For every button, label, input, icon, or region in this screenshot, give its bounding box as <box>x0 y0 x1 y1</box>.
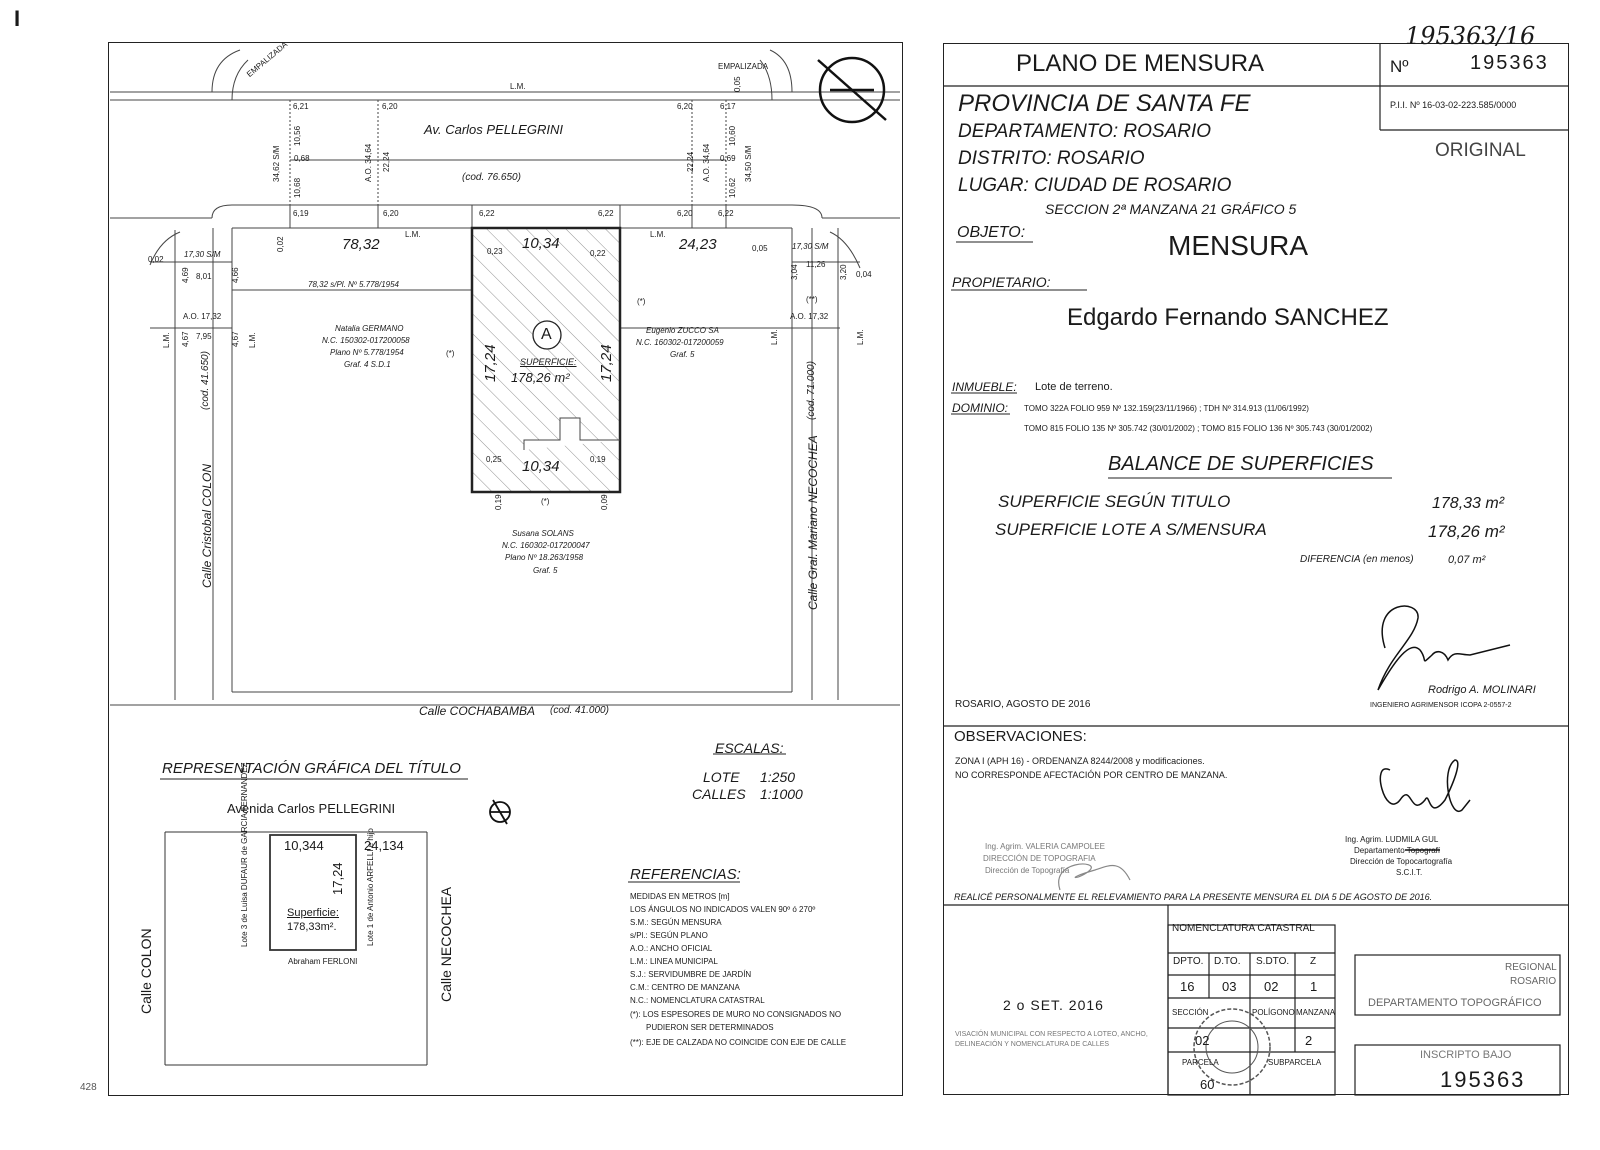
label-sm-left-top: 34,62 S/M <box>272 145 281 182</box>
balance-heading: BALANCE DE SUPERFICIES <box>1108 453 1374 475</box>
provincia: PROVINCIA DE SANTA FE <box>958 90 1251 117</box>
label-lm-mid-right: L.M. <box>650 230 666 239</box>
title-rep-d-side: 17,24 <box>330 862 345 895</box>
nc-header-seccion: SECCIÓN <box>1172 1008 1209 1017</box>
title-rep-heading: REPRESENTACIÓN GRÁFICA DEL TÍTULO <box>162 760 461 777</box>
title-rep-neighbor-bottom: Abraham FERLONI <box>288 957 358 966</box>
dim: 4,67 <box>231 331 240 347</box>
dim: 0,05 <box>752 244 768 253</box>
stamp-right-2: Departamento Topografí <box>1354 846 1441 855</box>
label-empalizada-left: EMPALIZADA <box>245 39 290 79</box>
title-rep-d-left: 10,344 <box>284 838 324 853</box>
nc-header-dpto: DPTO. <box>1173 956 1204 967</box>
dim: 22,24 <box>382 151 391 172</box>
label-ao-right-top: A.O. 34,64 <box>702 143 711 182</box>
regional-stamp-1: REGIONAL <box>1505 962 1557 973</box>
dominio-line2: TOMO 815 FOLIO 135 Nº 305.742 (30/01/2002) ; TOMO 815 FOLIO 136 Nº 305.743 (30/01/2002) <box>1024 424 1373 433</box>
dim: 0,02 <box>276 236 285 252</box>
nc-header-manzana: MANZANA <box>1296 1008 1336 1017</box>
ref-item: PUDIERON SER DETERMINADOS <box>646 1023 774 1032</box>
scales-calles-label: CALLES <box>692 786 746 802</box>
date-stamp: 2 o SET. 2016 <box>1003 997 1104 1013</box>
objeto-value: MENSURA <box>1168 230 1309 261</box>
dim: 6,22 <box>598 209 614 218</box>
scales-heading: ESCALAS: <box>715 740 784 756</box>
propietario-label: PROPIETARIO: <box>952 274 1051 290</box>
sup-mensura-label: SUPERFICIE LOTE A S/MENSURA <box>995 520 1267 539</box>
referencias-heading: REFERENCIAS: <box>630 866 741 883</box>
label-lm-top: L.M. <box>510 82 526 91</box>
objeto-label: OBJETO: <box>957 224 1026 241</box>
stamp-right-4: S.C.I.T. <box>1396 868 1423 877</box>
dim: 10,62 <box>728 177 737 198</box>
dim: 10,68 <box>293 177 302 198</box>
street-right-label: Calle Gral. Mariano NECOCHEA <box>806 435 820 610</box>
title-rep-street-left: Calle COLON <box>138 928 154 1014</box>
dim: 7,95 <box>196 332 212 341</box>
dominio-label: DOMINIO: <box>952 401 1008 415</box>
sup-mensura-value: 178,26 m² <box>1428 522 1505 541</box>
label-sm-right-side: 17,30 S/M <box>792 242 829 251</box>
street-right-cod: (cod. 71.000) <box>806 361 817 420</box>
seccion: SECCION 2ª MANZANA 21 GRÁFICO 5 <box>1045 201 1297 217</box>
dim: 0,69 <box>720 154 736 163</box>
dim: 3,04 <box>790 264 799 280</box>
ref-item: S.J.: SERVIDUMBRE DE JARDÍN <box>630 970 752 979</box>
label-sm-left-side: 17,30 S/M <box>184 250 221 259</box>
lot-sup-label: SUPERFICIE: <box>520 357 577 367</box>
title-rep-sup-label: Superficie: <box>287 907 339 919</box>
stamp-right-1: Ing. Agrim. LUDMILA GUL <box>1345 835 1439 844</box>
dim-lot-front: 10,34 <box>522 235 560 252</box>
dim: 6,20 <box>677 102 693 111</box>
relevamiento: REALICÉ PERSONALMENTE EL RELEVAMIENTO PARA LA PRESENTE MENSURA EL DIA 5 DE AGOSTO DE 2016. <box>954 892 1433 902</box>
nc-header-dto: D.TO. <box>1214 956 1241 967</box>
dim: 0,23 <box>487 247 503 256</box>
dim-plano-ref: 78,32 s/Pl. Nº 5.778/1954 <box>308 280 399 289</box>
label-double-asterisk: (**) <box>806 295 818 304</box>
page-number: 428 <box>80 1082 97 1093</box>
label-lm-left-v2: L.M. <box>248 332 257 348</box>
page-mark: I <box>14 6 21 31</box>
dim: 4,69 <box>181 267 190 283</box>
title-rep-sup-value: 178,33m². <box>287 921 337 933</box>
plan-no-label: Nº <box>1390 57 1409 76</box>
label-ao-left-side: A.O. 17,32 <box>183 312 222 321</box>
nc-value-dpto: 16 <box>1180 979 1195 994</box>
plan-no-value: 195363 <box>1470 52 1549 74</box>
neighbor-left-plano: Plano Nº 5.778/1954 <box>330 348 404 357</box>
neighbor-left-nc: N.C. 150302-017200058 <box>322 336 410 345</box>
nc-header-z: Z <box>1310 956 1317 967</box>
signer-title: INGENIERO AGRIMENSOR ICOPA 2-0557-2 <box>1370 702 1512 709</box>
ref-item: LOS ÁNGULOS NO INDICADOS VALEN 90º ó 270º <box>630 905 816 914</box>
label-sm-right-top: 34,50 S/M <box>744 145 753 182</box>
title-rep-neighbor-right: Lote 1 de Antonio ARFELLI e hijo <box>366 828 375 946</box>
nc-header-sdto: S.DTO. <box>1256 956 1290 967</box>
label-ao-left-top: A.O. 34,64 <box>364 143 373 182</box>
dim: 0,05 <box>733 76 742 92</box>
dim: 0,22 <box>590 249 606 258</box>
distrito: DISTRITO: ROSARIO <box>958 148 1145 169</box>
label-asterisk-right: (*) <box>637 297 646 306</box>
ref-item: L.M.: LINEA MUNICIPAL <box>630 957 718 966</box>
obs-line2: NO CORRESPONDE AFECTACIÓN POR CENTRO DE MANZANA. <box>955 770 1228 780</box>
nc-header-subparcela: SUBPARCELA <box>1268 1058 1322 1067</box>
stamp-left-2: DIRECCIÓN DE TOPOGRAFIA <box>983 854 1096 863</box>
neighbor-bottom-graf: Graf. 5 <box>533 566 558 575</box>
street-top-label: Av. Carlos PELLEGRINI <box>424 122 563 137</box>
dim: 6,19 <box>293 209 309 218</box>
scales-lote-label: LOTE <box>703 769 740 785</box>
neighbor-right-name: Eugenio ZUCCO SA <box>646 326 719 335</box>
propietario-value: Edgardo Fernando SANCHEZ <box>1067 304 1389 331</box>
label-lm-right-v2: L.M. <box>856 329 865 345</box>
dim: 3,20 <box>839 264 848 280</box>
dim: 6,22 <box>718 209 734 218</box>
title-rep-street-top: Avenida Carlos PELLEGRINI <box>227 801 396 816</box>
neighbor-bottom-plano: Plano Nº 18.263/1958 <box>505 553 584 562</box>
ref-item: N.C.: NOMENCLATURA CATASTRAL <box>630 996 765 1005</box>
street-top-cod: (cod. 76.650) <box>462 172 521 183</box>
neighbor-right-graf: Graf. 5 <box>670 350 695 359</box>
title-rep-street-right: Calle NECOCHEA <box>438 886 454 1002</box>
handwritten-number: 195363/16 <box>1405 22 1536 50</box>
dim: 4,66 <box>231 267 240 283</box>
dim-lot-side-left: 17,24 <box>482 344 499 382</box>
label-asterisk-bottom: (*) <box>541 497 550 506</box>
nc-header-poligono: POLÍGONO <box>1252 1008 1295 1017</box>
nc-value-seccion: 02 <box>1195 1033 1210 1048</box>
label-empalizada-right: EMPALIZADA <box>718 62 769 71</box>
dim: 6,20 <box>382 102 398 111</box>
dim-front-left: 78,32 <box>342 236 380 253</box>
label-lm-right-v: L.M. <box>770 329 779 345</box>
stamp-left-1: Ing. Agrim. VALERIA CAMPOLEE <box>985 842 1105 851</box>
nc-value-z: 1 <box>1310 979 1318 994</box>
dim: 6,20 <box>383 209 399 218</box>
dim: 4,67 <box>181 331 190 347</box>
label-lm-mid-left: L.M. <box>405 230 421 239</box>
street-left-label: Calle Cristobal COLON <box>200 463 214 588</box>
nc-header-parcela: PARCELA <box>1182 1058 1219 1067</box>
title-rep-neighbor-left: Lote 3 de Luisa DUFAUR de GARCIA FERNANDEZ <box>240 762 249 947</box>
nc-value-parcela: 60 <box>1200 1077 1215 1092</box>
street-bottom-cod: (cod. 41.000) <box>550 705 609 716</box>
nc-value-sdto: 02 <box>1264 979 1279 994</box>
dim: 0,68 <box>294 154 310 163</box>
neighbor-left-name: Natalia GERMANO <box>335 324 404 333</box>
dim-front-right: 24,23 <box>679 236 717 253</box>
lugar: LUGAR: CIUDAD DE ROSARIO <box>958 175 1232 196</box>
neighbor-bottom-name: Susana SOLANS <box>512 529 574 538</box>
place-date: ROSARIO, AGOSTO DE 2016 <box>955 699 1091 710</box>
title-rep-d-right: 24,134 <box>364 838 404 853</box>
stamp-right-3: Dirección de Topocartografía <box>1350 857 1453 866</box>
scales-calles-value: 1:1000 <box>760 786 803 802</box>
receipt-number: 195363 <box>1440 1067 1526 1092</box>
dim: 6,20 <box>677 209 693 218</box>
street-bottom-label: Calle COCHABAMBA <box>419 704 536 718</box>
inmueble-label: INMUEBLE: <box>952 380 1017 394</box>
sup-titulo-label: SUPERFICIE SEGÚN TITULO <box>998 492 1231 511</box>
obs-line1: ZONA I (APH 16) - ORDENANZA 8244/2008 y modificaciones. <box>955 756 1205 766</box>
dim: 6,22 <box>479 209 495 218</box>
dim: 6,21 <box>293 102 309 111</box>
ref-item: S.M.: SEGÚN MENSURA <box>630 918 722 927</box>
nomenclatura-heading: NOMENCLATURA CATASTRAL <box>1172 923 1315 934</box>
ref-item: s/Pl.: SEGÚN PLANO <box>630 931 708 940</box>
diferencia-label: DIFERENCIA (en menos) <box>1300 554 1414 565</box>
dim-lot-side-right: 17,24 <box>598 344 615 382</box>
dim: 0,02 <box>148 255 164 264</box>
departamento: DEPARTAMENTO: ROSARIO <box>958 121 1212 142</box>
dim-lot-back: 10,34 <box>522 458 560 475</box>
regional-stamp-2: ROSARIO <box>1510 976 1557 987</box>
neighbor-right-nc: N.C. 160302-017200059 <box>636 338 724 347</box>
inmueble-value: Lote de terreno. <box>1035 381 1113 393</box>
dim: 6,17 <box>720 102 736 111</box>
diferencia-value: 0,07 m² <box>1448 554 1486 566</box>
receipt-label: INSCRIPTO BAJO <box>1420 1049 1512 1061</box>
ref-item: (**): EJE DE CALZADA NO COINCIDE CON EJE DE CALLE <box>630 1038 847 1047</box>
dim: 11,26 <box>806 260 826 269</box>
obs-heading: OBSERVACIONES: <box>954 728 1087 745</box>
dim: 0,04 <box>856 270 872 279</box>
label-lm-left-v: L.M. <box>162 332 171 348</box>
scales-lote-value: 1:250 <box>760 769 796 785</box>
stamp-left-3: Dirección de Topografía <box>985 866 1070 875</box>
lot-sup-value: 178,26 m² <box>511 370 570 385</box>
dim: 8,01 <box>196 272 212 281</box>
dim: 0,09 <box>600 494 609 510</box>
signer-name: Rodrigo A. MOLINARI <box>1428 684 1536 696</box>
street-left-cod: (cod. 41.650) <box>200 351 211 410</box>
dim: 10,60 <box>728 125 737 146</box>
nc-value-dto: 03 <box>1222 979 1237 994</box>
ref-item: A.O.: ANCHO OFICIAL <box>630 944 713 953</box>
neighbor-left-graf: Graf. 4 S.D.1 <box>344 360 391 369</box>
regional-stamp-3: DEPARTAMENTO TOPOGRÁFICO <box>1368 997 1542 1009</box>
pii-number: P.I.I. Nº 16-03-02-223.585/0000 <box>1390 100 1517 110</box>
sup-titulo-value: 178,33 m² <box>1432 495 1505 512</box>
plan-title: PLANO DE MENSURA <box>1016 50 1265 77</box>
label-asterisk-left: (*) <box>446 349 455 358</box>
original-stamp: ORIGINAL <box>1435 140 1526 161</box>
ref-item: MEDIDAS EN METROS [m] <box>630 892 730 901</box>
dim: 0,19 <box>590 455 606 464</box>
visacion-stamp: VISACIÓN MUNICIPAL CON RESPECTO A LOTEO, ANCHO, DELINEACIÓN Y NOMENCLATURA DE CALLES <box>955 1031 1148 1048</box>
dim: 0,25 <box>486 455 502 464</box>
dim: 10,56 <box>293 125 302 146</box>
lot-letter: A <box>541 326 552 343</box>
ref-item: C.M.: CENTRO DE MANZANA <box>630 983 740 992</box>
neighbor-bottom-nc: N.C. 160302-017200047 <box>502 541 590 550</box>
dominio-line1: TOMO 322A FOLIO 959 Nº 132.159(23/11/1966) ; TDH Nº 314.913 (11/06/1992) <box>1024 404 1309 413</box>
nc-value-manzana: 2 <box>1305 1033 1313 1048</box>
label-ao-right-side: A.O. 17,32 <box>790 312 829 321</box>
dim: 22,24 <box>686 151 695 172</box>
dim: 0,19 <box>494 494 503 510</box>
ref-item: (*): LOS ESPESORES DE MURO NO CONSIGNADOS NO <box>630 1010 842 1019</box>
